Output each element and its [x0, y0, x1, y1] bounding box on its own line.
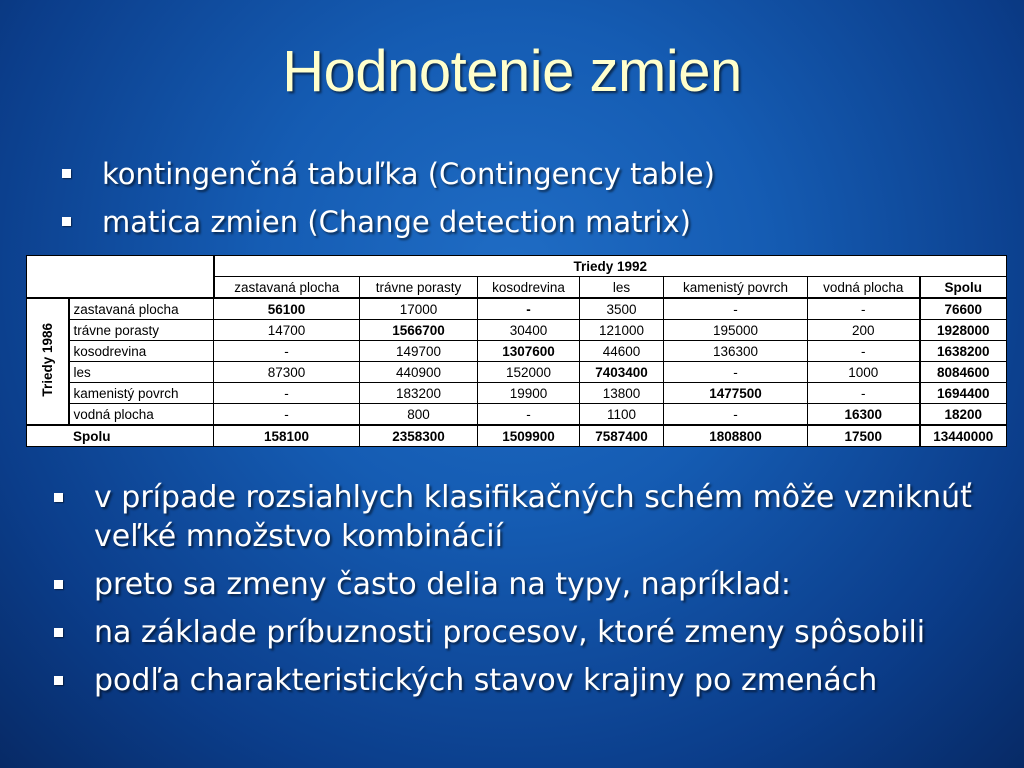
table-cell: 1477500	[664, 383, 808, 404]
table-cell-total: 8084600	[920, 362, 1007, 383]
bottom-bullet-list	[54, 478, 1004, 709]
bullet-text: preto sa zmeny často delia na typy, napríklad:	[94, 567, 792, 602]
table-cell: 2358300	[360, 425, 478, 447]
table-cell: -	[214, 341, 360, 362]
table-cell: 1307600	[478, 341, 580, 362]
table-cell-total: 18200	[920, 404, 1007, 426]
table-cell: 1566700	[360, 320, 478, 341]
table-cell: 17000	[360, 298, 478, 320]
table-total-row	[27, 425, 1007, 447]
column-header: les	[580, 277, 664, 299]
table-cell: -	[664, 404, 808, 426]
table-cell: 17500	[808, 425, 920, 447]
column-header: kosodrevina	[478, 277, 580, 299]
row-group-header: Triedy 1986	[27, 298, 69, 425]
table-cell: 195000	[664, 320, 808, 341]
row-label: kamenistý povrch	[69, 383, 214, 404]
bullet-square-icon	[62, 169, 71, 178]
bullet-square-icon	[54, 628, 63, 637]
table-row	[27, 298, 1007, 320]
bullet-square-icon	[54, 676, 63, 685]
total-row-label: Spolu	[27, 425, 214, 447]
table-cell-grand-total: 13440000	[920, 425, 1007, 447]
column-header: vodná plocha	[808, 277, 920, 299]
table-cell: -	[214, 383, 360, 404]
table-cell: -	[664, 298, 808, 320]
table-cell: 200	[808, 320, 920, 341]
table-cell: 121000	[580, 320, 664, 341]
table-cell: 3500	[580, 298, 664, 320]
bullet-text: matica zmien (Change detection matrix)	[102, 205, 691, 239]
table-row	[27, 404, 1007, 426]
column-header-total: Spolu	[920, 277, 1007, 299]
table-cell: 800	[360, 404, 478, 426]
table-cell: 14700	[214, 320, 360, 341]
table-cell: 19900	[478, 383, 580, 404]
row-label: zastavaná plocha	[69, 298, 214, 320]
table-cell: -	[478, 404, 580, 426]
table-cell-total: 1694400	[920, 383, 1007, 404]
table-row	[27, 320, 1007, 341]
table-cell: 87300	[214, 362, 360, 383]
table-cell: 16300	[808, 404, 920, 426]
bullet-item	[54, 661, 1004, 700]
table-cell: -	[808, 383, 920, 404]
table-cell: 13800	[580, 383, 664, 404]
bullet-text: kontingenčná tabuľka (Contingency table)	[102, 157, 715, 191]
column-header: zastavaná plocha	[214, 277, 360, 299]
table-cell-total: 76600	[920, 298, 1007, 320]
bullet-square-icon	[54, 580, 63, 589]
table-cell: 136300	[664, 341, 808, 362]
table-row	[27, 362, 1007, 383]
column-header: kamenistý povrch	[664, 277, 808, 299]
table-cell: 1000	[808, 362, 920, 383]
table-cell: -	[808, 298, 920, 320]
table-cell-total: 1638200	[920, 341, 1007, 362]
table-cell: 7587400	[580, 425, 664, 447]
table-cell: 149700	[360, 341, 478, 362]
table-cell-total: 1928000	[920, 320, 1007, 341]
row-label: les	[69, 362, 214, 383]
table-cell: -	[808, 341, 920, 362]
bullet-item	[54, 613, 1004, 652]
slide-title: Hodnotenie zmien	[282, 39, 742, 104]
bullet-text: v prípade rozsiahlych klasifikačných schém môže vzniknúť veľké množstvo kombinácií	[94, 480, 972, 554]
bullet-item	[62, 198, 962, 246]
table-cell: 183200	[360, 383, 478, 404]
table-cell: 1100	[580, 404, 664, 426]
bullet-item	[54, 478, 1004, 556]
table-cell: -	[664, 362, 808, 383]
change-matrix-table	[26, 255, 1006, 447]
table-cell: 30400	[478, 320, 580, 341]
row-label: kosodrevina	[69, 341, 214, 362]
column-header: trávne porasty	[360, 277, 478, 299]
table-cell: 1808800	[664, 425, 808, 447]
table-cell: 152000	[478, 362, 580, 383]
bullet-text: na základe príbuznosti procesov, ktoré zmeny spôsobili	[94, 615, 926, 650]
table-cell: 1509900	[478, 425, 580, 447]
row-label: vodná plocha	[69, 404, 214, 426]
top-bullet-list	[62, 150, 962, 246]
bullet-text: podľa charakteristických stavov krajiny po zmenách	[94, 663, 878, 698]
bullet-item	[54, 565, 1004, 604]
table-corner	[27, 256, 214, 299]
table-cell: 7403400	[580, 362, 664, 383]
bullet-item	[62, 150, 962, 198]
table-cell: 158100	[214, 425, 360, 447]
column-group-header: Triedy 1992	[214, 256, 1007, 277]
table-cell: -	[478, 298, 580, 320]
table-cell: 44600	[580, 341, 664, 362]
table-row	[27, 341, 1007, 362]
table-row	[27, 383, 1007, 404]
row-label: trávne porasty	[69, 320, 214, 341]
bullet-square-icon	[54, 493, 63, 502]
table-cell: -	[214, 404, 360, 426]
bullet-square-icon	[62, 217, 71, 226]
table-cell: 56100	[214, 298, 360, 320]
table-cell: 440900	[360, 362, 478, 383]
